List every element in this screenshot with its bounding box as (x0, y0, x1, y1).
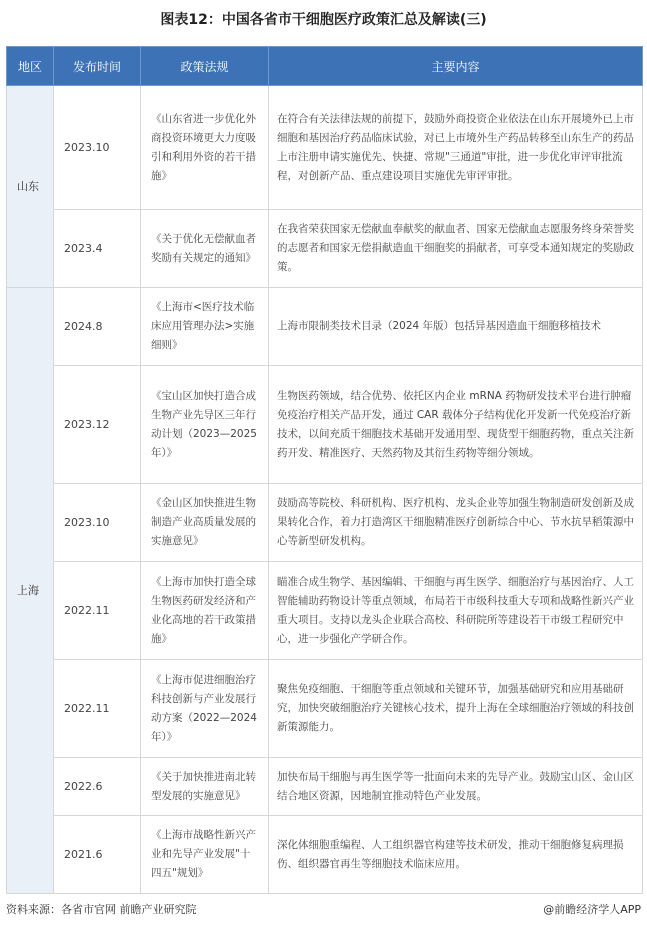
policy-cell: 《上海市加快打造全球生物医药研发经济和产业化高地的若干政策措施》 (141, 562, 269, 660)
table-row (7, 484, 643, 562)
content-cell: 瞄准合成生物学、基因编辑、干细胞与再生医学、细胞治疗与基因治疗、人工智能辅助药物设计等重点领域，布局若干市级科技重大专项和战略性新兴产业重大项目。支持以龙头企业联合高校、科研院所等建设若干市级工程研究中心，进一步强化产学研合作。 (269, 562, 643, 660)
table-row (7, 86, 643, 210)
date-cell: 2023.4 (54, 210, 141, 288)
content-cell: 上海市限制类技术目录（2024 年版）包括异基因造血干细胞移植技术 (269, 288, 643, 366)
header-region: 地区 (7, 47, 54, 86)
table-row (7, 210, 643, 288)
table-row (7, 288, 643, 366)
date-cell: 2021.6 (54, 816, 141, 894)
content-cell: 生物医药领域，结合优势、依托区内企业 mRNA 药物研发技术平台进行肿瘤免疫治疗相关产品开发，通过 CAR 载体分子结构优化开发新一代免疫治疗新技术，以间充质干细胞技术基础开发通用型、现货型干细胞药物，重点关注新药开发、精准医疗、天然药物及其衍生药物等细分领域。 (269, 366, 643, 484)
date-cell: 2022.11 (54, 660, 141, 758)
date-cell: 2022.11 (54, 562, 141, 660)
table-row (7, 816, 643, 894)
content-cell: 在符合有关法律法规的前提下，鼓励外商投资企业依法在山东开展境外已上市细胞和基因治疗药品临床试验，对已上市境外生产药品转移至山东生产的药品上市注册申请实施优先、快捷、常规"三通道"审批，进一步优化审评审批流程，对创新产品、重点建设项目实施优先审评审批。 (269, 86, 643, 210)
region-cell: 山东 (7, 86, 54, 288)
policy-cell: 《关于加快推进南北转型发展的实施意见》 (141, 758, 269, 816)
date-cell: 2022.6 (54, 758, 141, 816)
date-cell: 2023.10 (54, 86, 141, 210)
policy-cell: 《金山区加快推进生物制造产业高质量发展的实施意见》 (141, 484, 269, 562)
policy-cell: 《山东省进一步优化外商投资环境更大力度吸引和利用外资的若干措施》 (141, 86, 269, 210)
content-cell: 深化体细胞重编程、人工组织器官构建等技术研发，推动干细胞修复病理损伤、组织器官再生等细胞技术临床应用。 (269, 816, 643, 894)
policy-cell: 《关于优化无偿献血者奖励有关规定的通知》 (141, 210, 269, 288)
header-date: 发布时间 (54, 47, 141, 86)
header-policy: 政策法规 (141, 47, 269, 86)
date-cell: 2023.10 (54, 484, 141, 562)
table-row (7, 562, 643, 660)
content-cell: 加快布局干细胞与再生医学等一批面向未来的先导产业。鼓励宝山区、金山区结合地区资源，因地制宜推动特色产业发展。 (269, 758, 643, 816)
table-header-row (7, 47, 643, 86)
date-cell: 2023.12 (54, 366, 141, 484)
content-cell: 在我省荣获国家无偿献血奉献奖的献血者、国家无偿献血志愿服务终身荣誉奖的志愿者和国家无偿捐献造血干细胞奖的捐献者，可享受本通知规定的奖励政策。 (269, 210, 643, 288)
policy-cell: 《宝山区加快打造合成生物产业先导区三年行动计划（2023—2025年）》 (141, 366, 269, 484)
region-cell: 上海 (7, 288, 54, 894)
content-cell: 聚焦免疫细胞、干细胞等重点领域和关键环节，加强基础研究和应用基础研究，加快突破细胞治疗关键核心技术，提升上海在全球细胞治疗领域的科技创新策源能力。 (269, 660, 643, 758)
content-cell: 鼓励高等院校、科研机构、医疗机构、龙头企业等加强生物制造研发创新及成果转化合作，着力打造湾区干细胞精准医疗创新综合中心、节水抗旱稻策源中心等新型研发机构。 (269, 484, 643, 562)
brand-credit: @前瞻经济学人APP (543, 903, 641, 916)
policy-cell: 《上海市<医疗技术临床应用管理办法>实施细则》 (141, 288, 269, 366)
policy-table (6, 46, 643, 894)
date-cell: 2024.8 (54, 288, 141, 366)
source-note: 资料来源：各省市官网 前瞻产业研究院 (6, 903, 197, 916)
policy-cell: 《上海市战略性新兴产业和先导产业发展"十四五"规划》 (141, 816, 269, 894)
table-row (7, 366, 643, 484)
table-row (7, 660, 643, 758)
figure-title: 图表12：中国各省市干细胞医疗政策汇总及解读(三) (160, 12, 487, 28)
policy-cell: 《上海市促进细胞治疗科技创新与产业发展行动方案（2022—2024年）》 (141, 660, 269, 758)
table-row (7, 758, 643, 816)
header-content: 主要内容 (269, 47, 643, 86)
